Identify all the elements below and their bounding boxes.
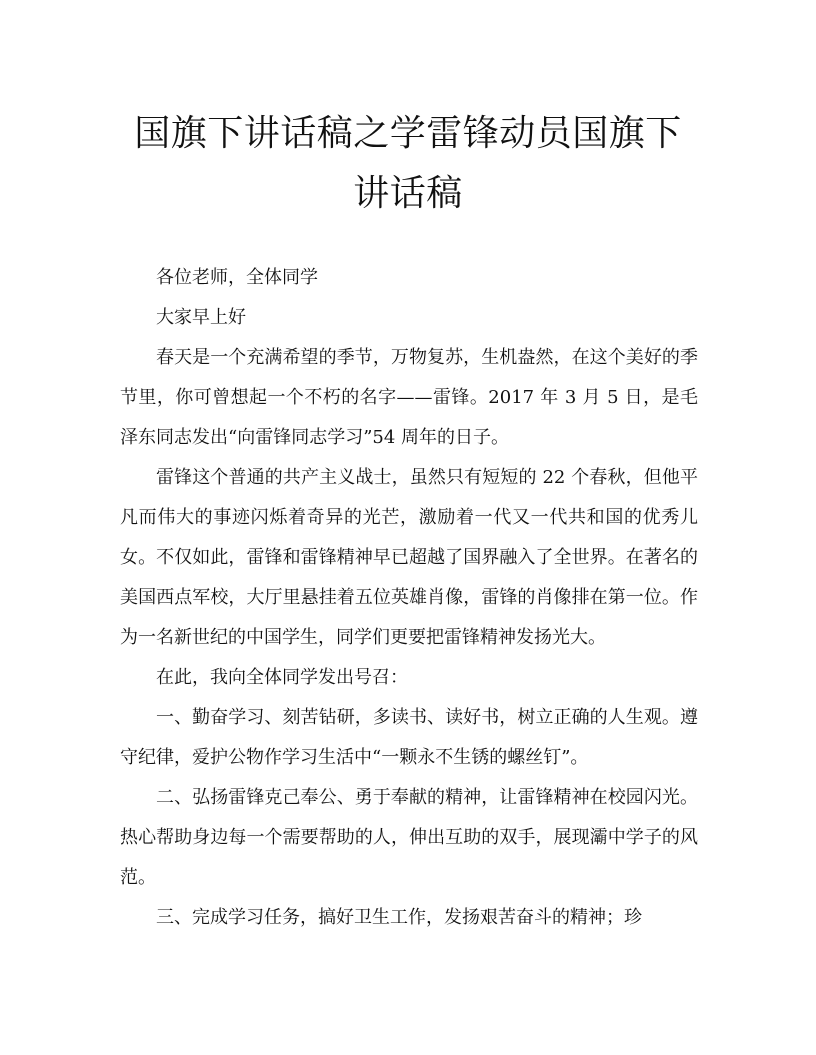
paragraph-salutation: 大家早上好 <box>156 307 246 328</box>
paragraph-leifeng: 雷锋这个普通的共产主义战士，虽然只有短短的 22 个春秋，但他平凡而伟大的事迹闪烁着奇异的光芒，激励着一代又一代共和国的优秀儿女。不仅如此，雷锋和雷锋精神早已超越了国界融入了全世界。在著名的美国西点军校，大厅里悬挂着五位英雄肖像，雷锋的肖像排在第一位。作为一名新世纪的中国学生，同学们更要把雷锋精神发扬光大。 <box>120 467 698 648</box>
paragraph-call: 在此，我向全体同学发出号召： <box>156 667 408 688</box>
document-title: 国旗下讲话稿之学雷锋动员国旗下讲话稿 <box>134 113 682 214</box>
document-body <box>120 258 698 938</box>
paragraph-greeting: 各位老师，全体同学 <box>156 267 318 288</box>
paragraph-point-one: 一、勤奋学习、刻苦钻研，多读书、读好书，树立正确的人生观。遵守纪律，爱护公物作学习生活中“一颗永不生锈的螺丝钉”。 <box>120 707 698 768</box>
paragraph-point-two: 二、弘扬雷锋克己奉公、勇于奉献的精神，让雷锋精神在校园闪光。热心帮助身边每一个需要帮助的人，伸出互助的双手，展现灞中学子的风范。 <box>120 787 698 888</box>
paragraph-spring: 春天是一个充满希望的季节，万物复苏，生机盎然，在这个美好的季节里，你可曾想起一个不朽的名字——雷锋。2017 年 3 月 5 日，是毛泽东同志发出“向雷锋同志学习”54 周年的日子。 <box>120 347 698 448</box>
paragraph-point-three: 三、完成学习任务，搞好卫生工作，发扬艰苦奋斗的精神；珍 <box>156 907 642 928</box>
